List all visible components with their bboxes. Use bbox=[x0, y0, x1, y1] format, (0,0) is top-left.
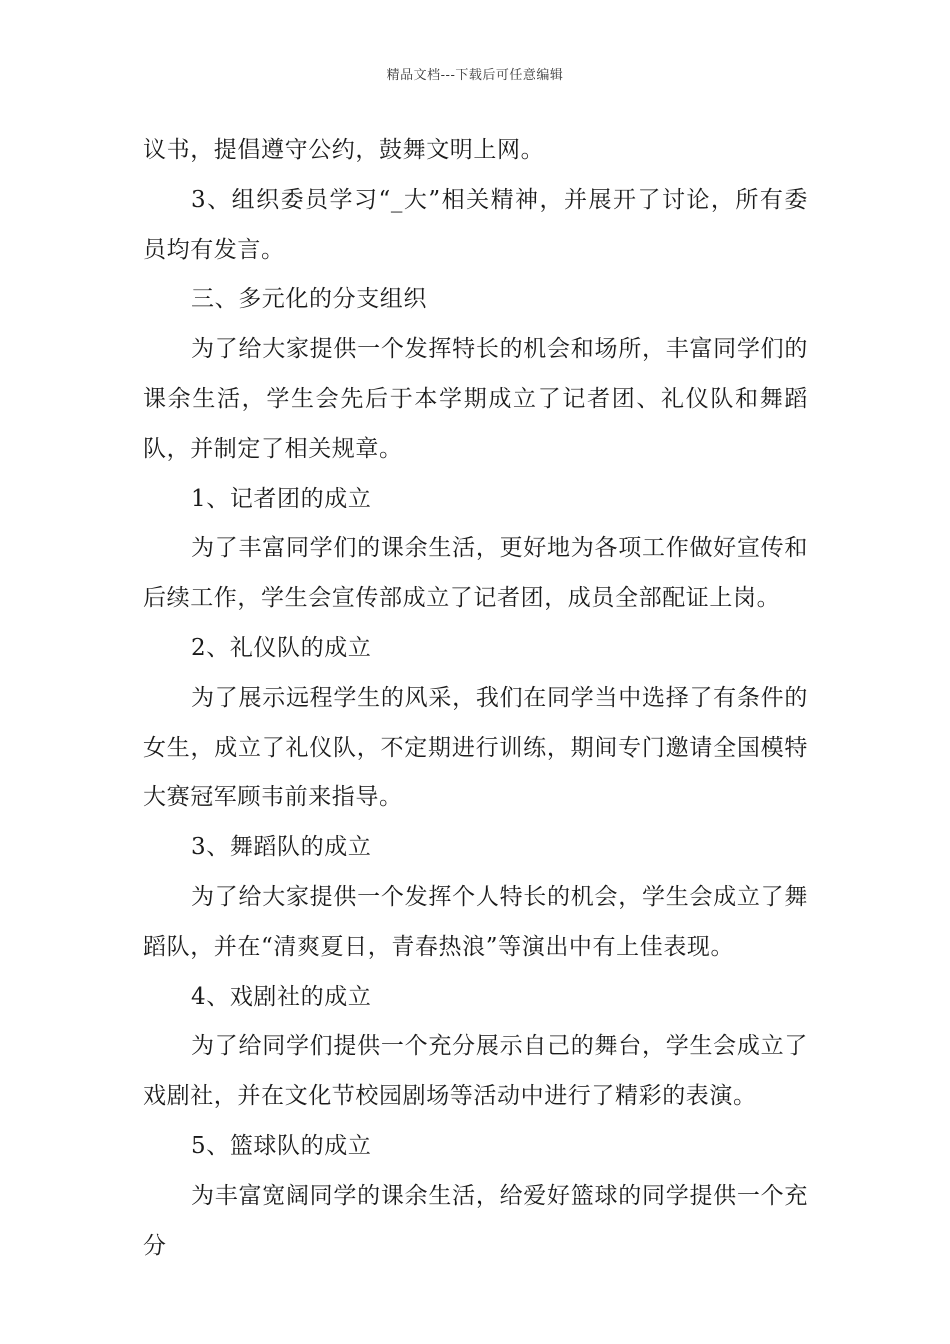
document-body bbox=[143, 126, 808, 1271]
paragraph: 为了给大家提供一个发挥特长的机会和场所，丰富同学们的课余生活，学生会先后于本学期成立了记者团、礼仪队和舞蹈队，并制定了相关规章。 bbox=[143, 336, 808, 462]
subsection-heading: 3、舞蹈队的成立 bbox=[191, 834, 372, 861]
paragraph: 议书，提倡遵守公约，鼓舞文明上网。 bbox=[143, 137, 545, 163]
page-header: 精品文档---下载后可任意编辑 bbox=[386, 68, 564, 83]
paragraph: 为了给同学们提供一个充分展示自己的舞台，学生会成立了戏剧社，并在文化节校园剧场等活动中进行了精彩的表演。 bbox=[143, 1033, 808, 1110]
paragraph: 为丰富宽阔同学的课余生活，给爱好篮球的同学提供一个充分 bbox=[143, 1182, 808, 1259]
subsection-heading: 4、戏剧社的成立 bbox=[191, 983, 372, 1010]
subsection-heading: 5、篮球队的成立 bbox=[191, 1132, 372, 1159]
paragraph: 为了丰富同学们的课余生活，更好地为各项工作做好宣传和后续工作，学生会宣传部成立了记者团，成员全部配证上岗。 bbox=[143, 535, 808, 612]
section-heading: 三、多元化的分支组织 bbox=[191, 286, 427, 313]
paragraph: 为了给大家提供一个发挥个人特长的机会，学生会成立了舞蹈队，并在“清爽夏日，青春热浪”等演出中有上佳表现。 bbox=[143, 883, 808, 960]
subsection-heading: 2、礼仪队的成立 bbox=[191, 634, 372, 661]
paragraph: 3、组织委员学习“_大”相关精神，并展开了讨论，所有委员均有发言。 bbox=[143, 186, 808, 263]
paragraph: 为了展示远程学生的风采，我们在同学当中选择了有条件的女生，成立了礼仪队，不定期进行训练，期间专门邀请全国模特大赛冠军顾韦前来指导。 bbox=[143, 684, 808, 811]
subsection-heading: 1、记者团的成立 bbox=[191, 485, 372, 512]
